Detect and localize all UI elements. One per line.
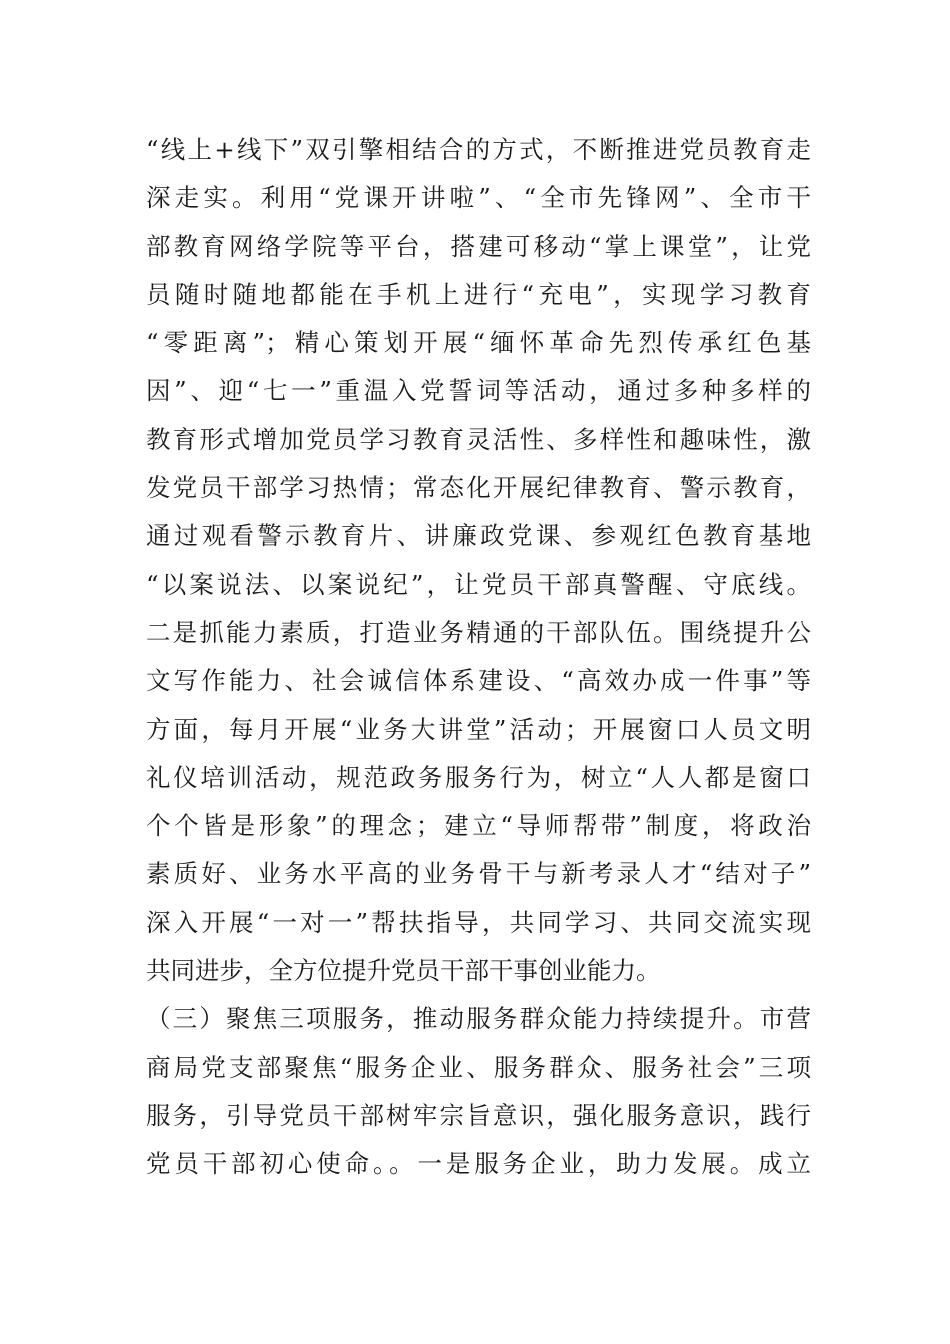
text-line: 员随时随地都能在手机上进行“充电”，实现学习教育 [146, 279, 811, 309]
text-line: “零距离”；精心策划开展“缅怀革命先烈传承红色基 [146, 328, 811, 358]
text-line: 深走实。利用“党课开讲啦”、“全市先锋网”、全市干 [146, 183, 811, 213]
text-line: 通过观看警示教育片、讲廉政党课、参观红色教育基地 [146, 521, 811, 551]
text-line: 共同进步，全方位提升党员干部干事创业能力。 [146, 956, 661, 986]
text-line: 素质好、业务水平高的业务骨干与新考录人才“结对子” [146, 859, 811, 889]
text-line: 部教育网络学院等平台，搭建可移动“掌上课堂”，让党 [146, 231, 811, 261]
text-line: 因”、迎“七一”重温入党誓词等活动，通过多种多样的 [146, 376, 811, 406]
text-line: 个个皆是形象”的理念；建立“导师帮带”制度，将政治 [146, 811, 811, 841]
text-line: 二是抓能力素质，打造业务精通的干部队伍。围绕提升公 [146, 617, 811, 647]
text-line: 教育形式增加党员学习教育灵活性、多样性和趣味性，激 [146, 424, 811, 454]
text-line: 文写作能力、社会诚信体系建设、“高效办成一件事”等 [146, 666, 811, 696]
text-line: 商局党支部聚焦“服务企业、服务群众、服务社会”三项 [146, 1052, 811, 1082]
text-line: （三）聚焦三项服务，推动服务群众能力持续提升。市营 [146, 1004, 811, 1034]
text-line: 服务，引导党员干部树牢宗旨意识，强化服务意识，践行 [146, 1100, 811, 1130]
text-line: 发党员干部学习热情；常态化开展纪律教育、警示教育， [146, 473, 811, 503]
text-line: 深入开展“一对一”帮扶指导，共同学习、共同交流实现 [146, 907, 811, 937]
text-line: “线上+线下”双引擎相结合的方式，不断推进党员教育走 [146, 135, 811, 164]
body-text [146, 126, 811, 1189]
text-line: “以案说法、以案说纪”，让党员干部真警醒、守底线。 [146, 569, 811, 599]
text-line: 党员干部初心使命。。一是服务企业，助力发展。成立 [146, 1149, 811, 1179]
text-line: 礼仪培训活动，规范政务服务行为，树立“人人都是窗口 [146, 762, 811, 792]
text-line: 方面，每月开展“业务大讲堂”活动；开展窗口人员文明 [146, 714, 811, 744]
